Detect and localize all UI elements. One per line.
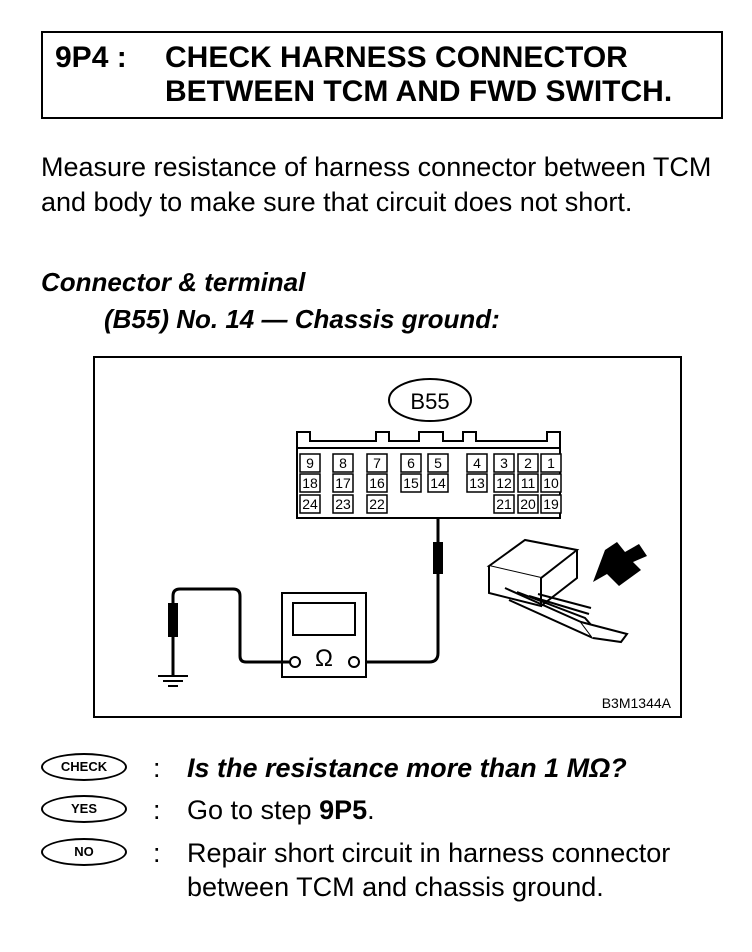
check-question-prefix: Is the resistance more than 1 M	[187, 753, 590, 783]
ohmmeter	[282, 593, 366, 677]
no-answer-line1: Repair short circuit in harness connector	[187, 838, 671, 868]
terminal-number: 15	[403, 475, 419, 491]
no-badge: NO	[41, 838, 127, 866]
connector-heading: Connector & terminal	[41, 267, 306, 297]
ohm-symbol: Ω	[315, 645, 333, 672]
probe-plus	[433, 542, 443, 574]
terminal-number: 18	[302, 475, 318, 491]
terminal-number: 21	[496, 496, 512, 512]
step-title	[165, 41, 672, 109]
wiring-diagram	[93, 356, 682, 718]
step-number: 9P4 :	[55, 41, 127, 74]
yes-text: Go to step	[187, 795, 320, 825]
check-question-unit: Ω?	[589, 753, 627, 783]
yes-answer	[187, 795, 375, 826]
terminal-number: 2	[524, 455, 532, 471]
terminal-number: 3	[500, 455, 508, 471]
terminal-number: 12	[496, 475, 512, 491]
yes-target-step: 9P5	[319, 795, 368, 825]
terminal-number: 19	[543, 496, 559, 512]
connector-label: B55	[410, 389, 450, 414]
terminal-number: 6	[407, 455, 415, 471]
terminal-number: 7	[373, 455, 381, 471]
check-badge: CHECK	[41, 753, 127, 781]
yes-suffix: .	[367, 795, 375, 825]
terminal-number: 16	[369, 475, 385, 491]
terminal-number: 10	[543, 475, 559, 491]
chassis-ground-icon	[158, 676, 188, 686]
terminal-number: 11	[520, 475, 536, 491]
step-title-line1: CHECK HARNESS CONNECTOR	[165, 41, 628, 74]
terminal-number: 13	[469, 475, 485, 491]
figure-code: B3M1344A	[601, 695, 671, 711]
no-colon: :	[153, 838, 161, 868]
no-answer-line2: between TCM and chassis ground.	[187, 872, 604, 902]
probe-minus	[168, 603, 178, 637]
yes-colon: :	[153, 795, 161, 825]
terminal-number: 8	[339, 455, 347, 471]
terminal-number: 14	[430, 475, 446, 491]
terminal-number: 20	[520, 496, 536, 512]
check-question	[187, 753, 627, 784]
yes-badge: YES	[41, 795, 127, 823]
connector-detail: (B55) No. 14 — Chassis ground:	[104, 304, 500, 334]
terminal-number: 9	[306, 455, 314, 471]
terminal-number: 23	[335, 496, 351, 512]
terminal-number: 1	[547, 455, 555, 471]
terminal-grid	[300, 454, 561, 513]
no-answer	[187, 836, 670, 904]
terminal-number: 22	[369, 496, 385, 512]
terminal-number: 4	[473, 455, 481, 471]
step-header	[41, 31, 723, 119]
terminal-number: 17	[335, 475, 351, 491]
step-title-line2: BETWEEN TCM AND FWD SWITCH.	[165, 75, 673, 108]
check-colon: :	[153, 753, 161, 783]
intro-text: Measure resistance of harness connector between TCM and body to make sure that circuit does not short.	[41, 152, 712, 217]
terminal-number: 5	[434, 455, 442, 471]
connector-view-icon	[489, 540, 647, 642]
terminal-number: 24	[302, 496, 318, 512]
